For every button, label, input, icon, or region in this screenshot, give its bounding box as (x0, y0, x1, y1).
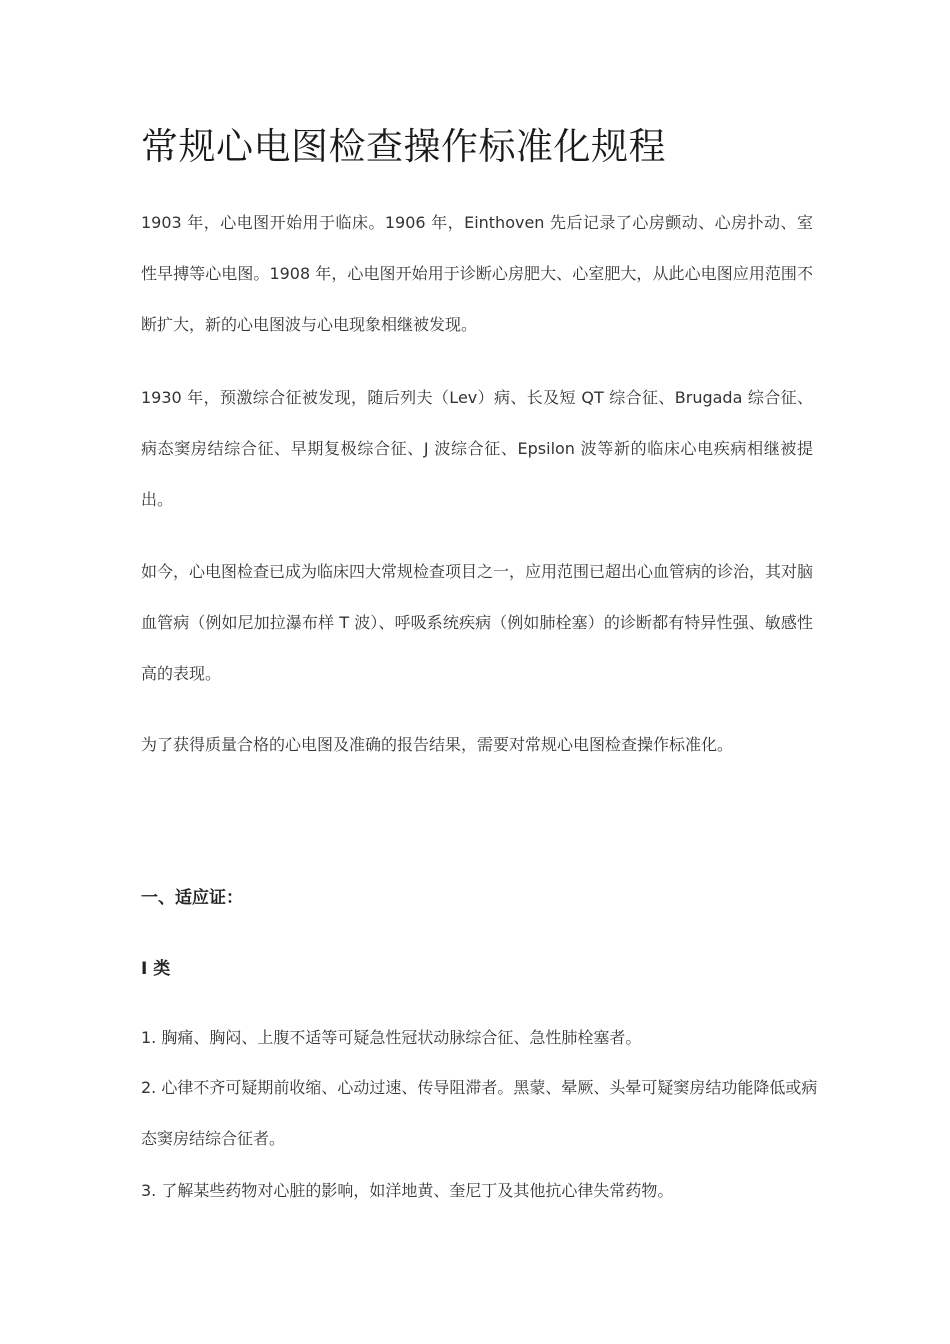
document-title: 常规心电图检查操作标准化规程 (141, 125, 666, 168)
paragraph-history-1903: 1903 年，心电图开始用于临床。1906 年，Einthoven 先后记录了心房颤动、心房扑动、室性早搏等心电图。1908 年，心电图开始用于诊断心房肥大、心室肥大，从此心电图应用范围不断扩大，新的心电图波与心电现象相继被发现。 (141, 213, 813, 334)
list-item: 2. 心律不齐可疑期前收缩、心动过速、传导阻滞者。黑蒙、晕厥、头晕可疑窦房结功能降低或病态窦房结综合征者。 (141, 1078, 818, 1148)
list-item: 1. 胸痛、胸闷、上腹不适等可疑急性冠状动脉综合征、急性肺栓塞者。 (141, 1028, 642, 1047)
list-item: 3. 了解某些药物对心脏的影响，如洋地黄、奎尼丁及其他抗心律失常药物。 (141, 1181, 674, 1200)
section-heading-indications: 一、适应证： (141, 888, 243, 908)
paragraph-history-1930: 1930 年，预激综合征被发现，随后列夫（Lev）病、长及短 QT 综合征、Brugada 综合征、病态窦房结综合征、早期复极综合征、J 波综合征、Epsilon 波等新的临床心电疾病相继被提出。 (141, 388, 813, 509)
subsection-heading-class-i: I 类 (141, 959, 171, 979)
paragraph-standardization: 为了获得质量合格的心电图及准确的报告结果，需要对常规心电图检查操作标准化。 (141, 735, 734, 754)
paragraph-current-use: 如今，心电图检查已成为临床四大常规检查项目之一，应用范围已超出心血管病的诊治，其对脑血管病（例如尼加拉瀑布样 T 波）、呼吸系统疾病（例如肺栓塞）的诊断都有特异性强、敏感性高的表现。 (141, 562, 814, 683)
